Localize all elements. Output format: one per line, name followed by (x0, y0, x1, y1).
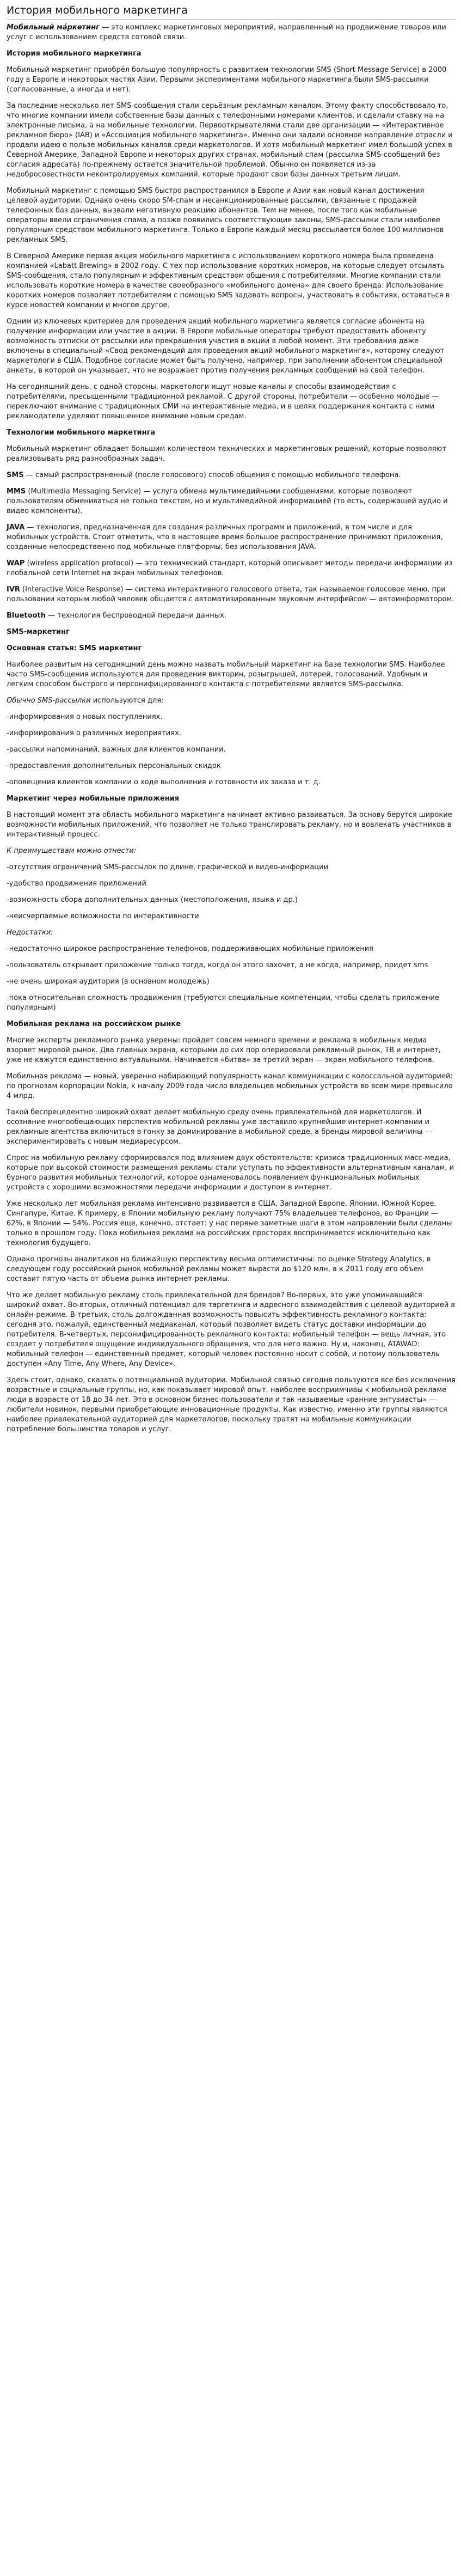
paragraph: В настоящий момент эта область мобильного маркетинга начинает активно развиваться. За основу берутся широкие возможности мобильных приложений, что позволяет не только транслировать рекламу, но и вовлекать участников в интерактивный процесс. (7, 811, 452, 839)
paragraph: -информирования о различных мероприятиях. (7, 729, 181, 737)
term-run: IVR (7, 585, 20, 594)
paragraph: -информирования о новых поступлениях. (7, 713, 163, 721)
term-run: WAP (7, 559, 25, 567)
paragraph (7, 585, 456, 605)
section-heading: Основная статья: SMS маркетинг (7, 644, 142, 652)
section-heading: История мобильного маркетинга (7, 50, 142, 58)
text-run: Обычно SMS-рассылки (7, 697, 91, 705)
paragraph: Что же делает мобильную рекламу столь привлекательной для брендов? Во-первых, это уже упоминавшийся широкий охват. Во-вторых, отличный потенциал для таргетинга и адресного взаимодействия с целевой аудиторией в онлайн-режиме. В-третьих, столь долгожданная возможность повысить эффективность рекламного контакта: сегодня это, пожалуй, единственный медиаканал, который позволяет видеть статус доставки информации до потребителя. В-четвертых, персонифицированность рекламного контакта: мобильный телефон — вещь личная, это создает у потребителя ощущение индивидуального обращения, что для него важно. Ну и, наконец, ATAWAD: мобильный телефон — единственный предмет, который человек постоянно носит с собой, и потому пользователь доступен «Any Time, Any Where, Any Device». (7, 1291, 456, 1368)
paragraph (7, 696, 456, 706)
paragraph: Однако прогнозы аналитиков на ближайшую перспективу весьма оптимистичны: по оценке Strategy Analytics, в следующем году российский рынок мобильной рекламы может вырасти до $120 млн, а к 2011 году его объем составит пятую часть от объема рынка интернет-рекламы. (7, 1255, 431, 1283)
paragraph: -недостаточно широкое распространение телефонов, поддерживающих мобильные приложения (7, 945, 373, 953)
term-run: MMS (7, 487, 26, 496)
paragraph: Недостатки: (7, 929, 53, 937)
paragraph (7, 471, 456, 480)
text-run: — самый распространенный (после голосового) способ общения с помощью мобильного телефона. (23, 471, 401, 479)
paragraph: Спрос на мобильную рекламу сформировался под влиянием двух обстоятельств: кризиса традиционных масс-медиа, которые при высокой стоимости размещения рекламы стали уступать по эффективности альтернативным каналам, и бурного развития мобильных технологий, которое ознаменовалось появлением функциональных мобильных устройств с хорошими возможностями передачи информации и доступом в интернет. (7, 1154, 454, 1192)
paragraph: -рассылки напоминаний, важных для клиентов компании. (7, 746, 226, 754)
paragraph (7, 487, 456, 516)
paragraph: Наиболее развитым на сегодняшний день можно назвать мобильный маркетинг на базе технологии SMS. Наиболее часто SMS-сообщения используются для проведения викторин, розыгрышей, лотерей, голосований. Удобным и легким способом быстрого и персонифицированного контакта с потребителями является SMS-рассылка. (7, 661, 445, 688)
term-run: SMS (7, 471, 24, 479)
paragraph: -пока относительная сложность продвижения (требуются специальные компетенции, чтобы сделать приложение популярным) (7, 994, 439, 1012)
paragraph: -возможность сбора дополнительных данных (местоположения, языка и др.) (7, 896, 298, 904)
paragraph: Такой беспрецедентно широкий охват делает мобильную среду очень привлекательной для маркетологов. И осознание многообещающих перспектив мобильной рекламы уже заставило крупнейшие интернет-компании и рекламные агентства включиться в гонку за доминирование в мобильной среде, а бренды мировой величины — экспериментировать с новым медиаресурсом. (7, 1108, 432, 1146)
paragraph: Уже несколько лет мобильная реклама интенсивно развивается в США, Западной Европе, Японии, Южной Корее, Сингапуре, Китае. К примеру, в Японии мобильную рекламу получают 75% владельцев телефонов, во Франции — 62%, в Японии — 54%. Россия еще, конечно, отстает: у нас первые заметные шаги в этом направлении были сделаны только в прошлом году. Пока мобильная реклама на российских просторах воспринимается исключительно как технология будущего. (7, 1200, 452, 1247)
paragraph: К преимуществам можно отнести: (7, 847, 137, 855)
page-title: История мобильного маркетинга (7, 3, 456, 20)
text-run: (Multimedia Messaging Service) — услуга обмена мультимедийными сообщениями, которые позволяют пользователям обмениваться не только текстом, но и мультимедийной информацией (то есть, содержащей аудио и видео компоненты). (7, 487, 448, 515)
article-body (7, 23, 456, 1434)
paragraph: Мобильный маркетинг с помощью SMS быстро распространился в Европе и Азии как новый канал достижения целевой аудитории. Однако очень скоро SM-спам и несанкционированные рассылки, связанные с продажей телефонных баз данных, вызвали негативную реакцию абонентов. Тем не менее, после того как мобильные операторы ввели ограничения спама, а позже появились соответствующие законы, SMS-рассылки стали наиболее популярным средством мобильного маркетинга. Только в Европе каждый месяц рассылается более 100 миллионов рекламных SMS. (7, 187, 444, 244)
section-heading: Маркетинг через мобильные приложения (7, 795, 180, 803)
term-run: JAVA (7, 523, 25, 532)
paragraph: -удобство продвижения приложений (7, 880, 146, 888)
text-run: — это комплекс маркетинговых мероприятий, направленный на продвижение товаров или услуг с использованием средств сотовой связи. (7, 23, 446, 41)
paragraph: -не очень широкая аудитория (в основном молодежь) (7, 978, 210, 986)
paragraph: Одним из ключевых критериев для проведения акций мобильного маркетинга является согласие абонента на получение информации или участие в акции. В Европе мобильные операторы требуют предоставить абоненту возможность отписки от рассылки или прекращения участия в акции в любой момент. Эти требования даже включены в специальный «Свод рекомендаций для проведения акций мобильного маркетинга», которому следуют маркетологи в США. Подобное согласие может быть получено, например, при заполнении абонентом специальной анкеты, в которой он указывает, что не возражает против получения рекламных сообщений на свой телефон. (7, 318, 445, 375)
paragraph: На сегодняшний день, с одной стороны, маркетологи ищут новые каналы и способы взаимодействия с потребителями, пресыщенными традиционной рекламой. С другой стороны, потребители — особенно молодые — переключают внимание с традиционных СМИ на интерактивные медиа, и в целях поддержания контакта с ними рекламодатели уделяют повышенное внимание новым средам. (7, 383, 439, 420)
section-heading: SMS-маркетинг (7, 628, 70, 636)
text-run: (Interactive Voice Response) — система интерактивного голосового ответа, так называемое голосовое меню, при пользовании которым любой человек общается с автоматизированным звуковым интерфейсом — автоинформатором. (7, 585, 454, 603)
paragraph (7, 559, 456, 578)
paragraph: Мобильный маркетинг приобрёл большую популярность с развитием технологии SMS (Short Message Service) в 2000 году в Европе и некоторых частях Азии. Первыми экспериментами мобильного маркетинга были SMS-рассылки (согласованные, а иногда и нет). (7, 66, 447, 94)
paragraph: -неисчерпаемые возможности по интерактивности (7, 912, 199, 920)
paragraph: -оповещения клиентов компании о ходе выполнения и готовности их заказа и т. д. (7, 778, 321, 786)
paragraph: -предоставления дополнительных персональных скидок (7, 762, 221, 770)
paragraph: -отсутствия ограничений SMS-рассылок по длине, графической и видео-информации (7, 863, 329, 871)
term-run: Мобильный ма́ркетинг (7, 23, 100, 32)
paragraph (7, 523, 456, 552)
text-run: используются для: (90, 697, 164, 705)
paragraph: В Северной Америке первая акция мобильного маркетинга с использованием короткого номера была проведена компанией «Labatt Brewing» в 2002 году. С тех пор использование коротких номеров, на которые следует отсылать SMS-сообщения, стало популярным и эффективным средством общения с потребителями. Многие компании стали использовать короткие номера в качестве своеобразного «мобильного домена» для своего бренда. Использование коротких номеров позволяет потребителям с помощью SMS задавать вопросы, участвовать в событиях, оставаться в курсе новостей компании и многое другое. (7, 252, 450, 309)
paragraph: -пользователь открывает приложение только тогда, когда он этого захочет, а не когда, например, придет sms (7, 961, 428, 969)
text-run: — технология беспроводной передачи данных. (45, 612, 226, 620)
paragraph (7, 611, 456, 621)
section-heading: Мобильная реклама на российском рынке (7, 1020, 181, 1028)
paragraph: За последние несколько лет SMS-сообщения стали серьёзным рекламным каналом. Этому факту способствовало то, что многие компании имели собственные базы данных с телефонными номерами клиентов, и сделали ставку на на электронные письма, а на мобильные технологии. Первооткрывателями стали две организации — «Интерактивное рекламное бюро» (IAB) и «Ассоциация мобильного маркетинга». Именно они задали основное направление отрасли и продали идею о пользе мобильных каналов среди маркетологов. И хотя мобильный маркетинг имел большой успех в Северной Америке, Западной Европе и некоторых других странах, мобильный спам (рассылка SMS-сообщений без согласия адресата) по-прежнему остается значительной проблемой. Обычно он появляется из-за недобросовестности неконтролируемых компаний, которые продают свои базы данных третьим лицам. (7, 102, 453, 179)
term-run: Bluetooth (7, 612, 46, 620)
text-run: (wireless application protocol) — это технический стандарт, который описывает методы передачи информации из глобальной сети Internet на экран мобильных телефонов. (7, 559, 453, 577)
section-heading: Технологии мобильного маркетинга (7, 429, 156, 437)
paragraph: Мобильная реклама — новый, уверенно набирающий популярность канал коммуникации с колоссальной аудиторией: по прогнозам корпорации Nokia, к началу 2009 года число владельцев мобильных устройств во всем мире превысило 4 млрд. (7, 1072, 453, 1100)
paragraph (7, 23, 456, 42)
paragraph: Многие эксперты рекламного рынка уверены: пройдет совсем немного времени и реклама в мобильных медиа взорвет мировой рынок. Два главных экрана, которыми до сих пор оперировали рекламный рынок, ТВ и интернет, уже не кажутся единственно актуальными. Начинается «битва» за третий экран — экран мобильного телефона. (7, 1036, 441, 1064)
text-run: — технология, предназначенная для создания различных программ и приложений, в том числе и для мобильных устройств. Стоит отметить, что в настоящее время большое распространение принимают приложения, созданные непосредственно под мобильные платформы, без использования JAVA. (7, 523, 443, 551)
paragraph: Здесь стоит, однако, сказать о потенциальной аудитории. Мобильной связью сегодня пользуются все без исключения возрастные и социальные группы, но, как показывает мировой опыт, наиболее восприимчивы к мобильной рекламе люди в возрасте от 18 до 34 лет. Это в основном бизнес-пользователи и так называемые «ранние энтузиасты» — любители новинок, первыми приобретающие инновационные продукты. Как известно, именно эти группы являются наиболее привлекательной аудиторией для маркетологов, поскольку тратят на мобильные коммуникации потребление большинства товаров и услуг. (7, 1376, 456, 1433)
paragraph: Мобильный маркетинг обладает большим количеством технических и маркетинговых решений, которые позволяют реализовывать ряд разнообразных задач. (7, 445, 447, 463)
